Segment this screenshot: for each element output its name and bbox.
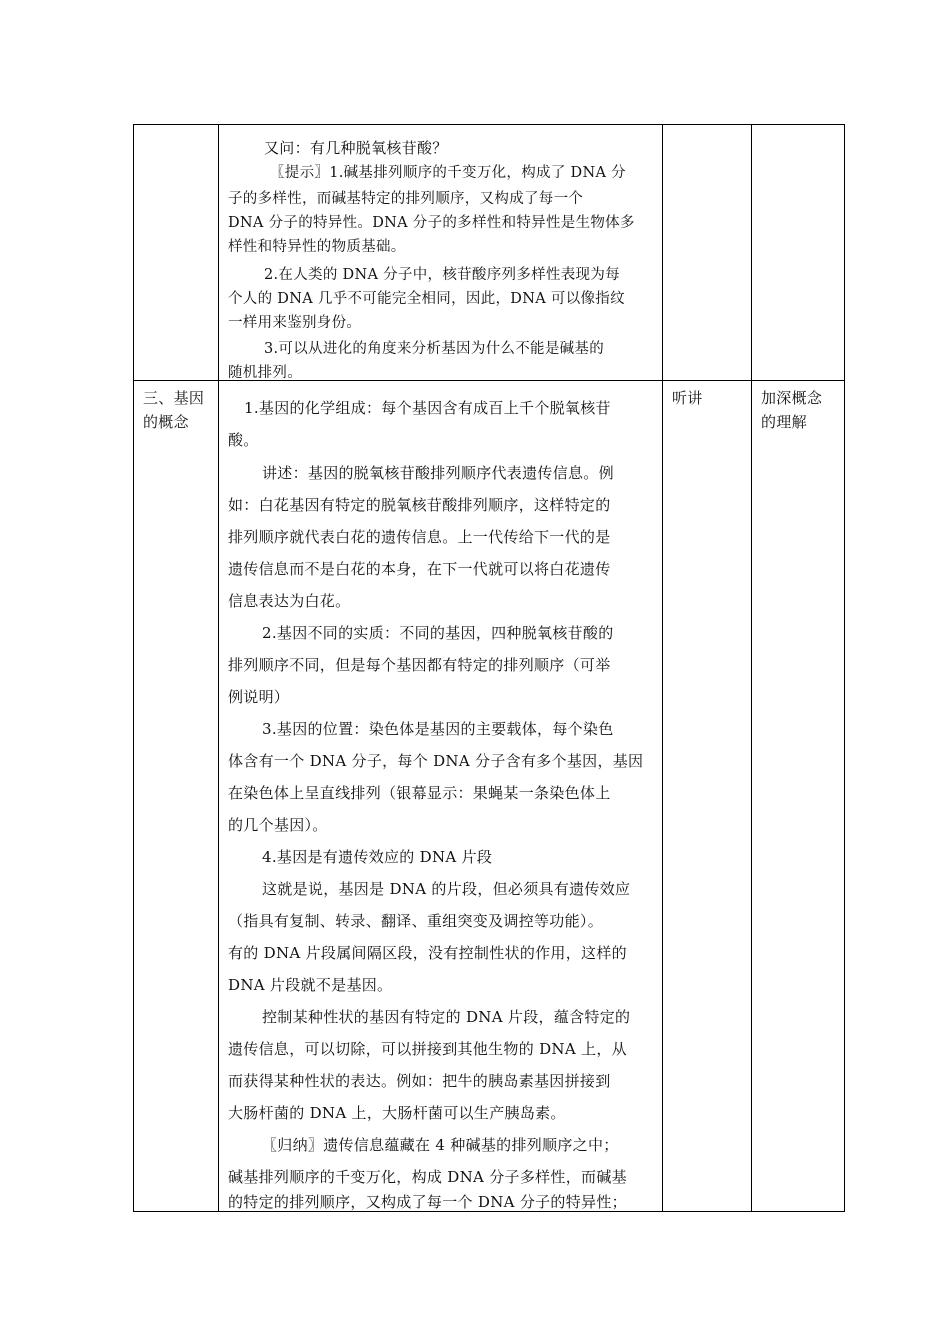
text-line: 排列顺序就代表白花的遗传信息。上一代传给下一代的是 xyxy=(228,528,611,546)
column-divider xyxy=(751,125,752,1211)
text-line: 2.基因不同的实质：不同的基因，四种脱氧核苷酸的 xyxy=(262,624,614,642)
activity-label: 听讲 xyxy=(672,389,703,407)
text-line: 一样用来鉴别身份。 xyxy=(228,315,362,331)
text-line: 1.基因的化学组成：每个基因含有成百上千个脱氧核苷 xyxy=(244,399,611,417)
text-line: 的特定的排列顺序，又构成了每一个 DNA 分子的特异性； xyxy=(228,1193,627,1211)
text-line: 这就是说，基因是 DNA 的片段，但必须具有遗传效应 xyxy=(262,880,631,898)
text-line: 〖提示〗1.碱基排列顺序的千变万化，构成了 DNA 分 xyxy=(270,165,626,181)
text-line: 样性和特异性的物质基础。 xyxy=(228,239,406,255)
text-line: 2.在人类的 DNA 分子中，核苷酸序列多样性表现为每 xyxy=(264,267,620,283)
text-line: 在染色体上呈直线排列（银幕显示：果蝇某一条染色体上 xyxy=(228,784,611,802)
text-line: 体含有一个 DNA 分子，每个 DNA 分子含有多个基因，基因 xyxy=(228,752,644,770)
intent-line-2: 的理解 xyxy=(761,413,807,431)
text-line: 排列顺序不同，但是每个基因都有特定的排列顺序（可举 xyxy=(228,656,611,674)
text-line: 大肠杆菌的 DNA 上，大肠杆菌可以生产胰岛素。 xyxy=(228,1104,566,1122)
text-line: 信息表达为白花。 xyxy=(228,592,351,610)
text-line: 子的多样性，而碱基特定的排列顺序，又构成了每一个 xyxy=(228,191,584,207)
text-line: 碱基排列顺序的千变万化，构成 DNA 分子多样性，而碱基 xyxy=(228,1168,627,1186)
intent-line-1: 加深概念 xyxy=(761,389,823,407)
text-line: 而获得某种性状的表达。例如：把牛的胰岛素基因拼接到 xyxy=(228,1072,611,1090)
section-title-line-2: 的概念 xyxy=(143,413,189,431)
text-line: 有的 DNA 片段属间隔区段，没有控制性状的作用，这样的 xyxy=(228,944,627,962)
text-line: 如：白花基因有特定的脱氧核苷酸排列顺序，这样特定的 xyxy=(228,496,611,514)
text-line: 随机排列。 xyxy=(228,365,302,381)
text-line: 〖归纳〗遗传信息蕴藏在 4 种碱基的排列顺序之中； xyxy=(262,1136,619,1154)
text-line: 3.基因的位置：染色体是基因的主要载体，每个染色 xyxy=(262,720,614,738)
text-line: 控制某种性状的基因有特定的 DNA 片段，蕴含特定的 xyxy=(262,1008,631,1026)
text-line: DNA 分子的特异性。DNA 分子的多样性和特异性是生物体多 xyxy=(228,215,635,231)
text-line: 遗传信息，可以切除，可以拼接到其他生物的 DNA 上，从 xyxy=(228,1040,627,1058)
text-line: DNA 片段就不是基因。 xyxy=(228,976,393,994)
column-divider xyxy=(662,125,663,1211)
text-line: 酸。 xyxy=(228,431,259,449)
text-line: 例说明） xyxy=(228,688,290,706)
section-title-line-1: 三、基因 xyxy=(143,389,205,407)
lesson-table xyxy=(133,124,845,1212)
text-line: 4.基因是有遗传效应的 DNA 片段 xyxy=(262,848,493,866)
text-line: 遗传信息而不是白花的本身，在下一代就可以将白花遗传 xyxy=(228,560,611,578)
text-line: 个人的 DNA 几乎不可能完全相同，因此，DNA 可以像指纹 xyxy=(228,291,625,307)
text-line: 又问：有几种脱氧核苷酸？ xyxy=(264,139,448,157)
text-line: （指具有复制、转录、翻译、重组突变及调控等功能）。 xyxy=(228,912,604,930)
column-divider xyxy=(218,125,219,1211)
text-line: 的几个基因）。 xyxy=(228,816,328,834)
text-line: 讲述：基因的脱氧核苷酸排列顺序代表遗传信息。例 xyxy=(262,464,614,482)
text-line: 3.可以从进化的角度来分析基因为什么不能是碱基的 xyxy=(264,341,605,357)
